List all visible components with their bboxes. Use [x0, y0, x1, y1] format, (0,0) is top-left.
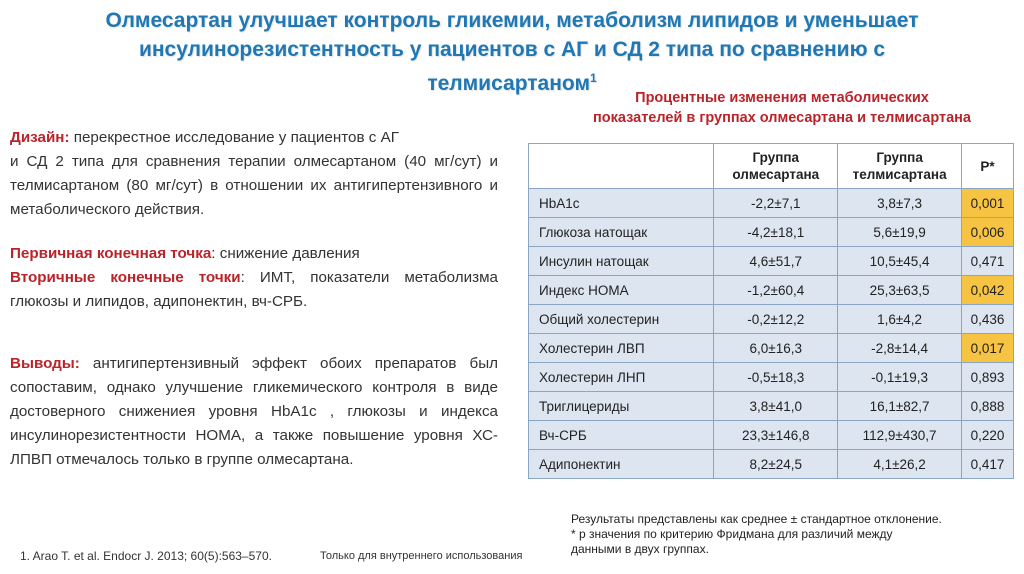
row-parameter-name: Индекс НОМА — [529, 276, 714, 305]
row-telmisartan-value: 16,1±82,7 — [838, 392, 962, 421]
row-parameter-name: Вч-СРБ — [529, 421, 714, 450]
table-row — [529, 450, 1014, 479]
title-line-3-text: телмисартаном — [427, 72, 590, 95]
footnote-line-3: данными в двух группах. — [571, 542, 709, 556]
row-parameter-name: Холестерин ЛНП — [529, 363, 714, 392]
title-line-2: инсулинорезистентность у пациентов с АГ и СД 2 типа по сравнению с — [138, 38, 886, 61]
footnote-line-1: Результаты представлены как среднее ± стандартное отклонение. — [571, 512, 942, 526]
row-p-value: 0,220 — [962, 421, 1014, 450]
row-telmisartan-value: 10,5±45,4 — [838, 247, 962, 276]
row-olmesartan-value: -0,2±12,2 — [714, 305, 838, 334]
row-parameter-name: Адипонектин — [529, 450, 714, 479]
internal-use-note: Только для внутреннего использования — [320, 550, 523, 562]
row-telmisartan-value: 25,3±63,5 — [838, 276, 962, 305]
design-line-1: перекрестное исследование у пациентов с АГ — [73, 129, 399, 146]
table-row — [529, 334, 1014, 363]
row-parameter-name: Общий холестерин — [529, 305, 714, 334]
footnote-line-2: * р значения по критерию Фридмана для различий между — [571, 527, 893, 541]
table-row — [529, 392, 1014, 421]
row-olmesartan-value: -1,2±60,4 — [714, 276, 838, 305]
row-olmesartan-value: 3,8±41,0 — [714, 392, 838, 421]
table-row — [529, 421, 1014, 450]
secondary-endpoint-label: Вторичные конечные точки — [10, 269, 241, 286]
row-olmesartan-value: 23,3±146,8 — [714, 421, 838, 450]
row-olmesartan-value: -4,2±18,1 — [714, 218, 838, 247]
reference: 1. Arao T. et al. Endocr J. 2013; 60(5):563–570. — [20, 549, 272, 563]
row-telmisartan-value: 112,9±430,7 — [838, 421, 962, 450]
row-olmesartan-value: -0,5±18,3 — [714, 363, 838, 392]
conclusions-text: антигипертензивный эффект обоих препаратов был сопоставим, однако улучшение гликемического контроля в виде достоверного снижениея уровня HbA1c , глюкозы и индекса инсулинорезистентности НОМА, а также повышение уровня ХС-ЛПВП отмечалось только в группе олмесартана. — [10, 355, 498, 468]
secondary-endpoint-text: : ИМТ, показатели метаболизма глюкозы и липидов, адипонектин, вч-СРБ. — [10, 269, 498, 310]
table-footnote — [571, 512, 1021, 557]
row-p-value-significant: 0,042 — [962, 276, 1014, 305]
row-p-value: 0,417 — [962, 450, 1014, 479]
table-caption-line-1: Процентные изменения метаболических — [635, 90, 929, 106]
row-olmesartan-value: 6,0±16,3 — [714, 334, 838, 363]
endpoints-paragraph — [10, 242, 498, 314]
row-telmisartan-value: 4,1±26,2 — [838, 450, 962, 479]
row-olmesartan-value: 4,6±51,7 — [714, 247, 838, 276]
table-header-row — [529, 144, 1014, 189]
design-text: и СД 2 типа для сравнения терапии олмесартаном (40 мг/сут) и телмисартаном (80 мг/сут) в отношении их антигипертензивного и метаболического действия. — [10, 153, 498, 218]
row-p-value-significant: 0,001 — [962, 189, 1014, 218]
row-telmisartan-value: 5,6±19,9 — [838, 218, 962, 247]
design-paragraph — [10, 126, 498, 222]
primary-endpoint-text: : снижение давления — [211, 245, 360, 262]
table-row — [529, 363, 1014, 392]
row-parameter-name: HbA1c — [529, 189, 714, 218]
row-telmisartan-value: -2,8±14,4 — [838, 334, 962, 363]
row-p-value: 0,888 — [962, 392, 1014, 421]
design-label: Дизайн: — [10, 129, 70, 146]
table-row — [529, 247, 1014, 276]
table-row — [529, 189, 1014, 218]
header-parameter — [529, 144, 714, 189]
row-p-value: 0,471 — [962, 247, 1014, 276]
row-p-value-significant: 0,006 — [962, 218, 1014, 247]
header-telmisartan: Группа телмисартана — [838, 144, 962, 189]
row-olmesartan-value: 8,2±24,5 — [714, 450, 838, 479]
row-p-value: 0,893 — [962, 363, 1014, 392]
title-line-1: Олмесартан улучшает контроль гликемии, метаболизм липидов и уменьшает — [105, 9, 919, 32]
table-row — [529, 276, 1014, 305]
row-telmisartan-value: 3,8±7,3 — [838, 189, 962, 218]
table-row — [529, 305, 1014, 334]
primary-endpoint-label: Первичная конечная точка — [10, 245, 212, 262]
row-parameter-name: Триглицериды — [529, 392, 714, 421]
row-parameter-name: Глюкоза натощак — [529, 218, 714, 247]
table-caption — [548, 88, 1016, 128]
table-caption-line-2: показателей в группах олмесартана и телмисартана — [593, 110, 971, 126]
row-telmisartan-value: 1,6±4,2 — [838, 305, 962, 334]
conclusions-paragraph — [10, 352, 498, 472]
conclusions-label: Выводы: — [10, 355, 80, 372]
header-p-value: P* — [962, 144, 1014, 189]
table-row — [529, 218, 1014, 247]
row-parameter-name: Инсулин натощак — [529, 247, 714, 276]
row-p-value-significant: 0,017 — [962, 334, 1014, 363]
metabolic-changes-table — [528, 143, 1014, 479]
header-olmesartan: Группа олмесартана — [714, 144, 838, 189]
row-olmesartan-value: -2,2±7,1 — [714, 189, 838, 218]
row-parameter-name: Холестерин ЛВП — [529, 334, 714, 363]
slide-title — [40, 6, 984, 98]
title-superscript: 1 — [589, 71, 597, 85]
row-telmisartan-value: -0,1±19,3 — [838, 363, 962, 392]
row-p-value: 0,436 — [962, 305, 1014, 334]
